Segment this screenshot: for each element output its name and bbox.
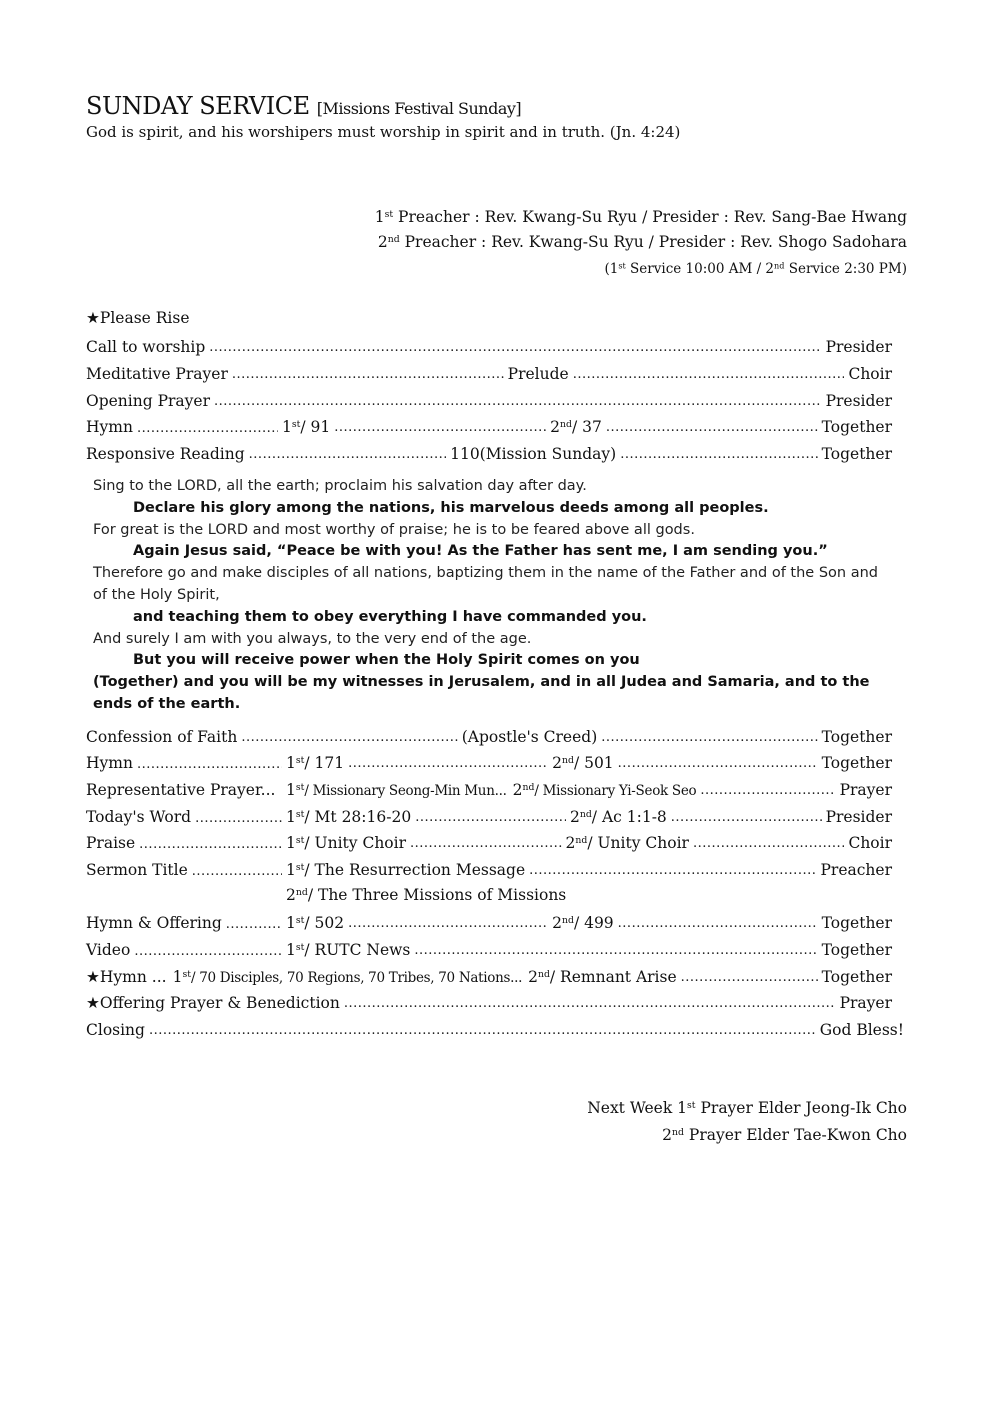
- theme-verse: God is spirit, and his worshipers must worship in spirit and in truth. (Jn. 4:24): [86, 123, 681, 141]
- dot-leader: [195, 808, 282, 824]
- dot-leader: [348, 912, 548, 928]
- order-item-closing: Closing ..... God Bless!: [86, 1019, 904, 1039]
- reading-line-people: and teaching them to obey everything I have commanded you.: [133, 608, 647, 625]
- dot-leader: [134, 941, 282, 957]
- dot-leader: [226, 914, 282, 930]
- order-item-hymn: Hymn ..... 1st/ 91 ..... 2nd/ 37 ..... Together: [86, 416, 892, 436]
- dot-leader: [671, 806, 822, 822]
- order-item-star-hymn: ★Hymn ... 1st/ 70 Disciples, 70 Regions, 70 Tribes, 70 Nations... 2nd/ Remnant Arise ..... Together: [86, 966, 892, 986]
- dot-leader: [529, 859, 816, 875]
- dot-leader: [241, 726, 457, 742]
- dot-leader: [415, 806, 566, 822]
- reading-line-leader: And surely I am with you always, to the very end of the age.: [93, 630, 532, 647]
- dot-leader: [620, 443, 817, 459]
- reading-line-together: (Together) and you will be my witnesses in Jerusalem, and in all Judea and Samaria, and to the ends of the earth.: [93, 674, 870, 712]
- page-title: [86, 92, 521, 120]
- dot-leader: [414, 939, 817, 955]
- service-times: (1st Service 10:00 AM / 2nd Service 2:30 PM): [604, 260, 907, 277]
- title-subtitle: [Missions Festival Sunday]: [316, 99, 522, 118]
- reading-line-leader: Sing to the LORD, all the earth; proclaim his salvation day after day.: [93, 478, 587, 494]
- dot-leader: [149, 1019, 816, 1035]
- reading-line-people: Again Jesus said, “Peace be with you! As the Father has sent me, I am sending you.”: [133, 543, 828, 560]
- order-item-call-to-worship: Call to worship ..... Presider: [86, 336, 892, 356]
- dot-leader: [214, 390, 822, 406]
- dot-leader: [700, 779, 835, 795]
- order-item-representative-prayer: Representative Prayer... 1st/ Missionary Seong-Min Mun... 2nd/ Missionary Yi-Seok Seo ..... Prayer: [86, 779, 892, 799]
- order-item-video: Video ..... 1st/ RUTC News ..... Together: [86, 939, 892, 959]
- order-item-opening-prayer: Opening Prayer ..... Presider: [86, 390, 892, 410]
- reading-line-people: But you will receive power when the Holy Spirit comes on you: [133, 652, 640, 669]
- dot-leader: [137, 418, 278, 434]
- reading-line-leader: For great is the LORD and most worthy of praise; he is to be feared above all gods.: [93, 521, 695, 538]
- order-item-hymn-offering: Hymn & Offering ..... 1st/ 502 ..... 2nd/ 499 ..... Together: [86, 912, 892, 932]
- dot-leader: [618, 912, 818, 928]
- dot-leader: [601, 726, 817, 742]
- dot-leader: [249, 443, 446, 459]
- order-item-responsive-reading: Responsive Reading ..... 110(Mission Sunday) ..... Together: [86, 443, 892, 463]
- dot-leader: [344, 992, 836, 1008]
- dot-leader: [192, 861, 282, 877]
- dot-leader: [348, 752, 548, 768]
- order-item-hymn-2: Hymn ..... 1st/ 171 ..... 2nd/ 501 ..... Together: [86, 752, 892, 772]
- dot-leader: [209, 336, 821, 352]
- dot-leader: [334, 416, 546, 432]
- officiant-line-2: 2nd Preacher : Rev. Kwang-Su Ryu / Presider : Rev. Shogo Sadohara: [377, 233, 907, 251]
- reading-line-people: Declare his glory among the nations, his marvelous deeds among all peoples.: [133, 499, 769, 516]
- order-item-sermon-title: Sermon Title ..... 1st/ The Resurrection Message ..... Preacher: [86, 859, 892, 879]
- dot-leader: [618, 752, 818, 768]
- title-main: SUNDAY SERVICE: [86, 92, 310, 120]
- order-item-offering-prayer-benediction: ★Offering Prayer & Benediction ..... Prayer: [86, 992, 892, 1012]
- order-item-todays-word: Today's Word ..... 1st/ Mt 28:16-20 ..... 2nd/ Ac 1:1-8 ..... Presider: [86, 806, 892, 826]
- dot-leader: [606, 416, 818, 432]
- dot-leader: [573, 363, 845, 379]
- dot-leader: [693, 832, 845, 848]
- reading-line-leader: Therefore go and make disciples of all nations, baptizing them in the name of the Father and of the Son and of the Holy Spirit,: [93, 565, 878, 603]
- dot-leader: [139, 834, 282, 850]
- dot-leader: [232, 363, 504, 379]
- next-week-line-2: 2nd Prayer Elder Tae-Kwon Cho: [662, 1126, 907, 1144]
- order-item-meditative-prayer: Meditative Prayer ..... Prelude ..... Choir: [86, 363, 892, 383]
- dot-leader: [410, 832, 562, 848]
- officiant-line-1: 1st Preacher : Rev. Kwang-Su Ryu / Presider : Rev. Sang-Bae Hwang: [374, 208, 907, 226]
- dot-leader: [137, 754, 282, 770]
- dot-leader: [681, 966, 818, 982]
- order-item-praise: Praise ..... 1st/ Unity Choir ..... 2nd/ Unity Choir ..... Choir: [86, 832, 892, 852]
- please-rise: ★Please Rise: [86, 309, 190, 327]
- next-week-line-1: Next Week 1st Prayer Elder Jeong-Ik Cho: [587, 1099, 907, 1117]
- order-item-confession-of-faith: Confession of Faith ..... (Apostle's Creed) ..... Together: [86, 726, 892, 746]
- order-item-sermon-title-2nd: 2nd/ The Three Missions of Missions: [286, 886, 567, 904]
- responsive-reading-text: [93, 476, 893, 716]
